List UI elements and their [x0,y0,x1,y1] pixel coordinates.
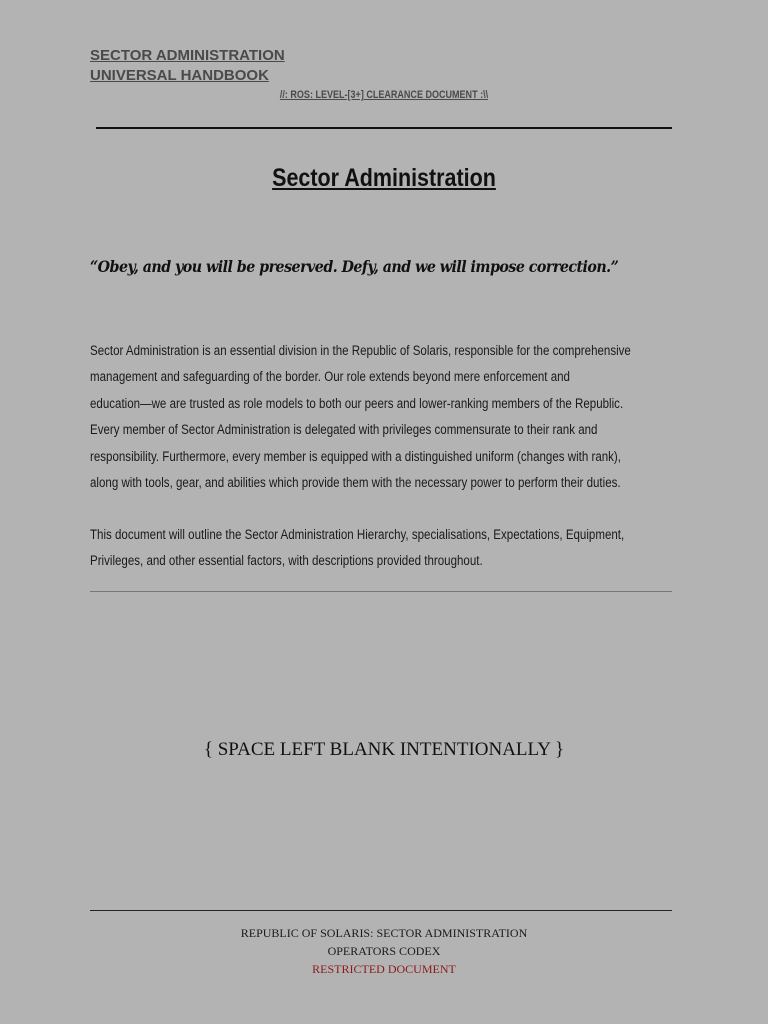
motto-quote: “Obey, and you will be preserved. Defy, and we will impose correction.” [90,257,619,276]
footer-divider [90,910,672,911]
outline-line: This document will outline the Sector Administration Hierarchy, specialisations, Expectations, Equipment, [90,527,625,542]
outline-line: Privileges, and other essential factors, with descriptions provided throughout. [90,553,483,569]
intro-line: education—we are trusted as role models to both our peers and lower-ranking members of the Republic. [90,395,624,411]
header-divider [96,127,672,129]
page-title: Sector Administration [272,164,496,192]
handbook-title-line-1: SECTOR ADMINISTRATION [90,47,285,64]
clearance-label: //: ROS: LEVEL-[3+] CLEARANCE DOCUMENT :\\ [279,89,489,101]
intro-line: Every member of Sector Administration is delegated with privileges commensurate to their rank and [90,422,598,438]
intro-paragraph [90,338,671,496]
footer-restricted-label: RESTRICTED DOCUMENT [312,962,456,976]
outline-paragraph [90,522,671,575]
intro-line: responsibility. Furthermore, every member is equipped with a distinguished uniform (changes with rank), [90,448,621,464]
footer-codex-name: OPERATORS CODEX [327,944,441,958]
section-divider [90,591,672,592]
intro-line: Sector Administration is an essential division in the Republic of Solaris, responsible for the comprehensive [90,343,631,358]
handbook-title-line-2: UNIVERSAL HANDBOOK [90,67,269,84]
intro-line: along with tools, gear, and abilities which provide them with the necessary power to perform their duties. [90,475,621,491]
footer-organization: REPUBLIC OF SOLARIS: SECTOR ADMINISTRATION [240,926,528,940]
blank-space-note: { SPACE LEFT BLANK INTENTIONALLY } [203,739,565,760]
intro-line: management and safeguarding of the border. Our role extends beyond mere enforcement and [90,369,570,385]
